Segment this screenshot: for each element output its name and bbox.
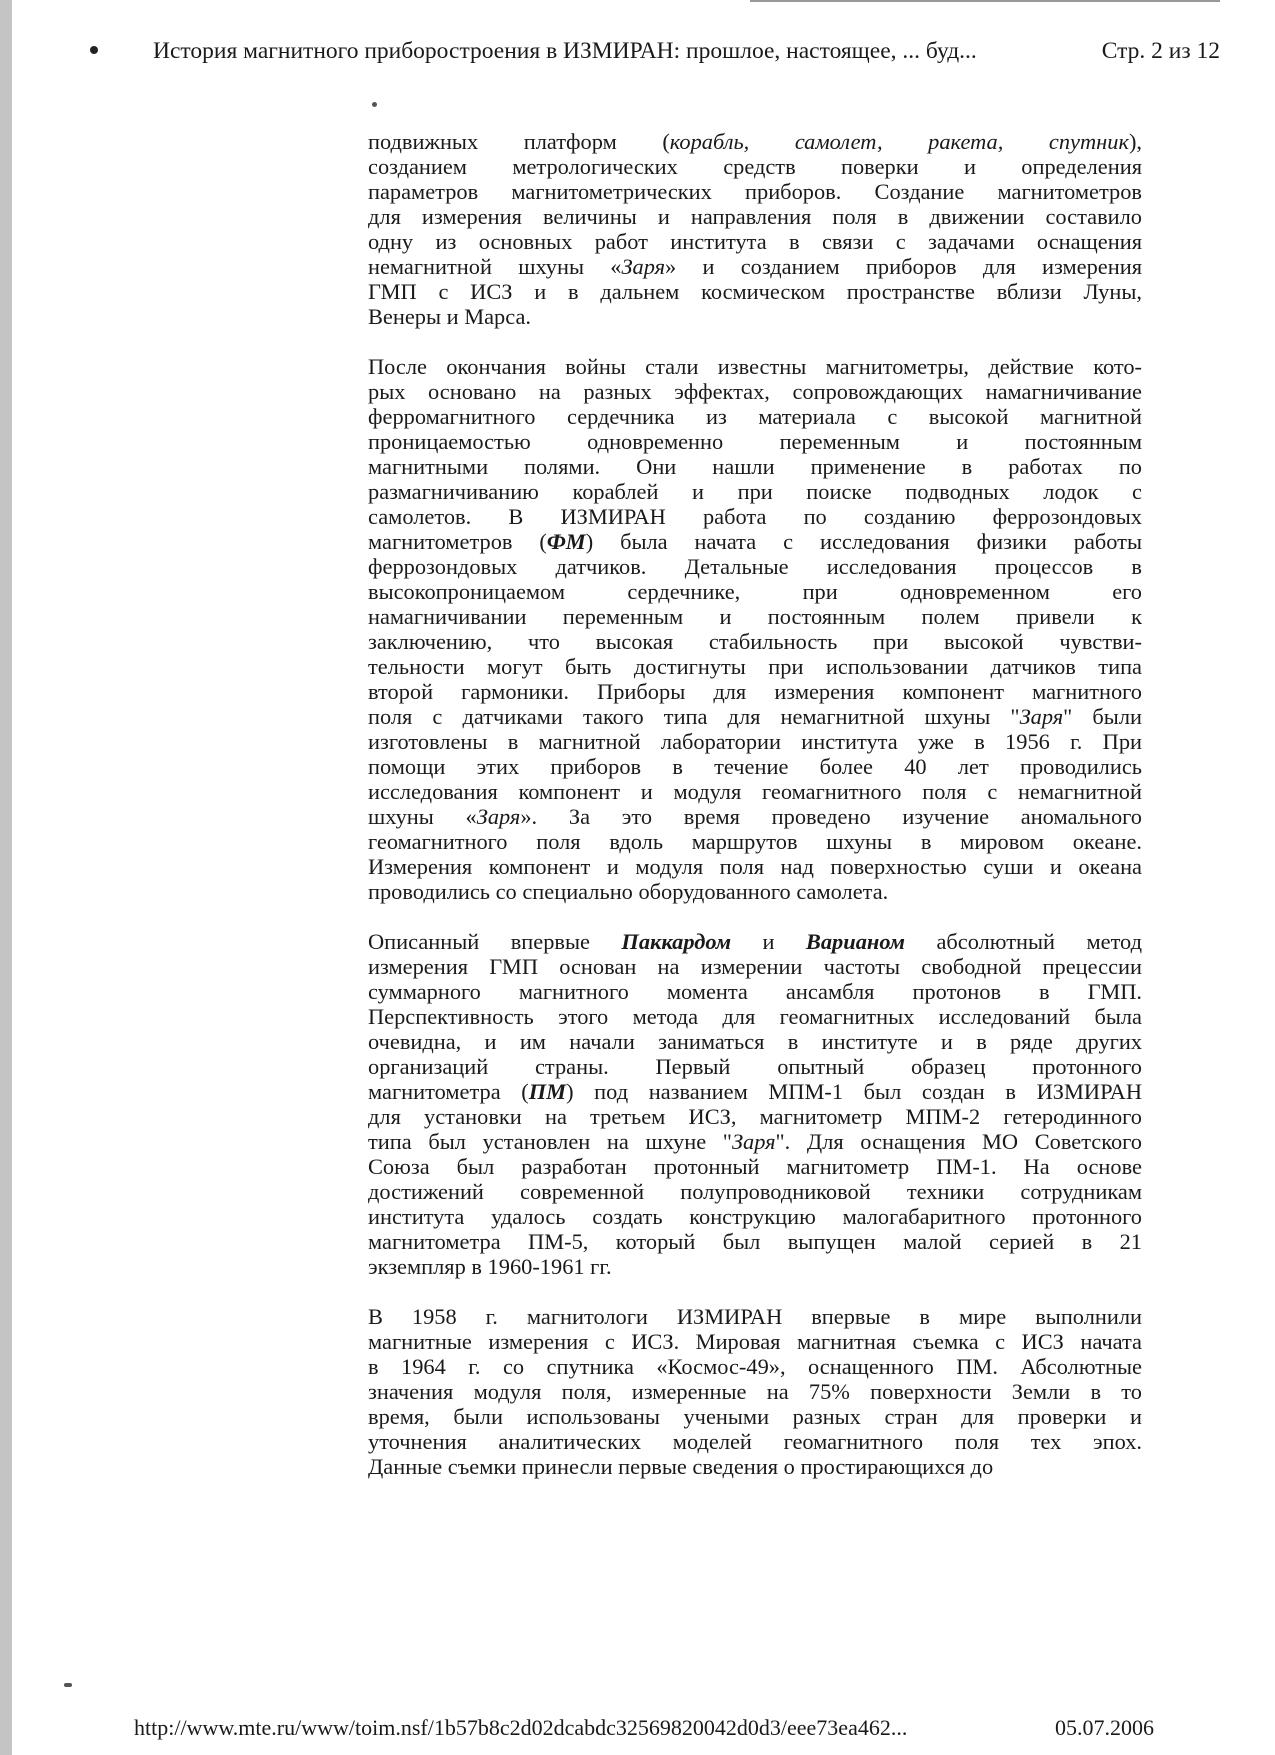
text-line: [368, 1029, 1142, 1054]
text-segment: геомагнитного поля вдоль маршрутов шхуны в мировом океане.: [368, 829, 1142, 854]
text-line: [368, 579, 1142, 604]
bullet-mark: [90, 46, 98, 54]
text-segment: проводились со специально оборудованного самолета.: [368, 879, 889, 904]
scan-speck: [372, 102, 377, 107]
text-segment: ГМП с ИСЗ и в дальнем космическом пространстве вблизи Луны,: [368, 279, 1142, 304]
text-segment: созданием метрологических средств поверки и определения: [368, 154, 1142, 179]
emphasis-text: ПМ: [528, 1079, 567, 1104]
emphasis-text: ФМ: [546, 529, 586, 554]
text-segment: помощи этих приборов в течение более 40 лет проводились: [368, 754, 1142, 779]
text-segment: и: [731, 929, 806, 954]
text-segment: магнитометра ПМ-5, который был выпущен малой серией в 21: [368, 1229, 1142, 1254]
text-segment: организаций страны. Первый опытный образец протонного: [368, 1054, 1142, 1079]
text-segment: Венеры и Марса.: [368, 304, 531, 329]
text-segment: в 1964 г. со спутника «Космос-49», оснащенного ПМ. Абсолютные: [368, 1354, 1142, 1379]
text-line: [368, 829, 1142, 854]
text-line: [368, 354, 1142, 379]
paragraph: [368, 354, 1142, 904]
text-line: [368, 1454, 1142, 1479]
text-segment: ». За это время проведено изучение аномального: [520, 804, 1142, 829]
text-segment: тельности могут быть достигнуты при использовании датчиков типа: [368, 654, 1142, 679]
text-segment: ),: [1128, 129, 1142, 154]
text-segment: параметров магнитометрических приборов. Создание магнитометров: [368, 179, 1142, 204]
text-segment: суммарного магнитного момента ансамбля протонов в ГМП.: [368, 979, 1142, 1004]
text-segment: магнитометра (: [368, 1079, 529, 1104]
text-line: [368, 1229, 1142, 1254]
text-line: [368, 1079, 1142, 1104]
text-line: [368, 1204, 1142, 1229]
text-segment: института удалось создать конструкцию малогабаритного протонного: [368, 1204, 1142, 1229]
text-segment: для измерения величины и направления поля в движении составило: [368, 204, 1142, 229]
text-line: [368, 954, 1142, 979]
text-segment: поля с датчиками такого типа для немагнитной шхуны ": [368, 704, 1020, 729]
text-segment: шхуны «: [368, 804, 477, 829]
text-line: [368, 1379, 1142, 1404]
text-segment: проницаемостью одновременно переменным и постоянным: [368, 429, 1142, 454]
scan-top-line: [750, 0, 1220, 2]
text-line: [368, 379, 1142, 404]
text-segment: размагничиванию кораблей и при поиске подводных лодок с: [368, 479, 1142, 504]
text-segment: самолетов. В ИЗМИРАН работа по созданию феррозондовых: [368, 504, 1142, 529]
text-line: [368, 479, 1142, 504]
text-segment: заключению, что высокая стабильность при высокой чувстви-: [368, 629, 1142, 654]
text-line: [368, 1054, 1142, 1079]
text-segment: ". Для оснащения МО Советского: [775, 1129, 1142, 1154]
emphasis-text: Варианом: [805, 929, 906, 954]
page-header: [90, 38, 1220, 68]
document-body: [368, 129, 1142, 1479]
text-segment: магнитными полями. Они нашли применение в работах по: [368, 454, 1142, 479]
source-url: http://www.mte.ru/www/toim.nsf/1b57b8c2d02dcabdc32569820042d0d3/eee73ea462...: [134, 1715, 908, 1740]
text-line: [368, 1154, 1142, 1179]
text-segment: типа был установлен на шхуне ": [368, 1129, 732, 1154]
text-segment: " были: [1063, 704, 1142, 729]
text-segment: абсолютный метод: [905, 929, 1142, 954]
emphasis-text: Заря: [476, 804, 521, 829]
text-segment: Данные съемки принесли первые сведения о простирающихся до: [368, 1454, 994, 1479]
emphasis-text: Заря: [731, 1129, 776, 1154]
text-segment: второй гармоники. Приборы для измерения компонент магнитного: [368, 679, 1142, 704]
text-line: [368, 504, 1142, 529]
text-line: [368, 879, 1142, 904]
text-segment: подвижных платформ (: [368, 129, 670, 154]
text-line: [368, 204, 1142, 229]
text-segment: Описанный впервые: [368, 929, 622, 954]
text-line: [368, 729, 1142, 754]
text-segment: После окончания войны стали известны магнитометры, действие кото-: [368, 354, 1142, 379]
text-segment: ферромагнитного сердечника из материала с высокой магнитной: [368, 404, 1142, 429]
text-segment: очевидна, и им начали заниматься в институте и в ряде других: [368, 1029, 1142, 1054]
text-line: [368, 754, 1142, 779]
text-segment: ) под названием МПМ-1 был создан в ИЗМИРАН: [566, 1079, 1142, 1104]
text-segment: магнитные измерения с ИСЗ. Мировая магнитная съемка с ИСЗ начата: [368, 1329, 1142, 1354]
text-segment: измерения ГМП основан на измерении частоты свободной прецессии: [368, 954, 1142, 979]
text-segment: достижений современной полупроводниковой техники сотрудникам: [368, 1179, 1142, 1204]
paragraph: [368, 1304, 1142, 1479]
text-line: [368, 1104, 1142, 1129]
text-line: [368, 1254, 1142, 1279]
text-line: [368, 604, 1142, 629]
text-segment: ) была начата с исследования физики работы: [585, 529, 1142, 554]
text-line: [368, 304, 1142, 329]
text-line: [368, 1329, 1142, 1354]
text-line: [368, 1129, 1142, 1154]
text-line: [368, 1179, 1142, 1204]
text-segment: для установки на третьем ИСЗ, магнитометр МПМ-2 гетеродинного: [368, 1104, 1142, 1129]
text-line: [368, 154, 1142, 179]
text-line: [368, 654, 1142, 679]
text-line: [368, 704, 1142, 729]
print-date: 05.07.2006: [1055, 1715, 1154, 1740]
text-line: [368, 804, 1142, 829]
page-number: Стр. 2 из 12: [1101, 38, 1220, 64]
text-segment: экземпляр в 1960-1961 гг.: [368, 1254, 612, 1279]
text-segment: В 1958 г. магнитологи ИЗМИРАН впервые в мире выполнили: [368, 1304, 1142, 1329]
text-line: [368, 229, 1142, 254]
text-segment: значения модуля поля, измеренные на 75% поверхности Земли в то: [368, 1379, 1142, 1404]
scan-left-edge: [0, 0, 12, 1755]
text-segment: Перспективность этого метода для геомагнитных исследований была: [368, 1004, 1142, 1029]
text-line: [368, 429, 1142, 454]
page-title: История магнитного приборостроения в ИЗМИРАН: прошлое, настоящее, ... буд...: [153, 38, 977, 64]
text-line: [368, 454, 1142, 479]
text-segment: одну из основных работ института в связи с задачами оснащения: [368, 229, 1142, 254]
paragraph: [368, 929, 1142, 1279]
emphasis-text: корабль, самолет, ракета, спутник: [669, 129, 1129, 154]
text-segment: Измерения компонент и модуля поля над поверхностью суши и океана: [368, 854, 1142, 879]
emphasis-text: Паккардом: [621, 929, 732, 954]
text-line: [368, 554, 1142, 579]
text-line: [368, 1304, 1142, 1329]
text-segment: рых основано на разных эффектах, сопровождающих намагничивание: [368, 379, 1142, 404]
text-line: [368, 1354, 1142, 1379]
scan-speck: [64, 1683, 72, 1687]
text-line: [368, 1404, 1142, 1429]
text-line: [368, 929, 1142, 954]
text-line: [368, 279, 1142, 304]
text-line: [368, 1429, 1142, 1454]
text-segment: намагничивании переменным и постоянным полем привели к: [368, 604, 1142, 629]
text-segment: Союза был разработан протонный магнитометр ПМ-1. На основе: [368, 1154, 1142, 1179]
text-segment: высокопроницаемом сердечнике, при одновременном его: [368, 579, 1142, 604]
text-line: [368, 979, 1142, 1004]
text-segment: феррозондовых датчиков. Детальные исследования процессов в: [368, 554, 1142, 579]
text-line: [368, 404, 1142, 429]
text-segment: магнитометров (: [368, 529, 547, 554]
emphasis-text: Заря: [621, 254, 666, 279]
text-line: [368, 1004, 1142, 1029]
text-line: [368, 679, 1142, 704]
text-segment: уточнения аналитических моделей геомагнитного поля тех эпох.: [368, 1429, 1142, 1454]
text-line: [368, 629, 1142, 654]
text-segment: время, были использованы учеными разных стран для проверки и: [368, 1404, 1142, 1429]
text-line: [368, 529, 1142, 554]
text-line: [368, 129, 1142, 154]
emphasis-text: Заря: [1019, 704, 1064, 729]
text-segment: изготовлены в магнитной лаборатории института уже в 1956 г. При: [368, 729, 1142, 754]
text-line: [368, 254, 1142, 279]
text-segment: » и созданием приборов для измерения: [665, 254, 1142, 279]
text-line: [368, 779, 1142, 804]
text-line: [368, 179, 1142, 204]
text-segment: исследования компонент и модуля геомагнитного поля с немагнитной: [368, 779, 1142, 804]
text-line: [368, 854, 1142, 879]
paragraph: [368, 129, 1142, 329]
text-segment: немагнитной шхуны «: [368, 254, 622, 279]
